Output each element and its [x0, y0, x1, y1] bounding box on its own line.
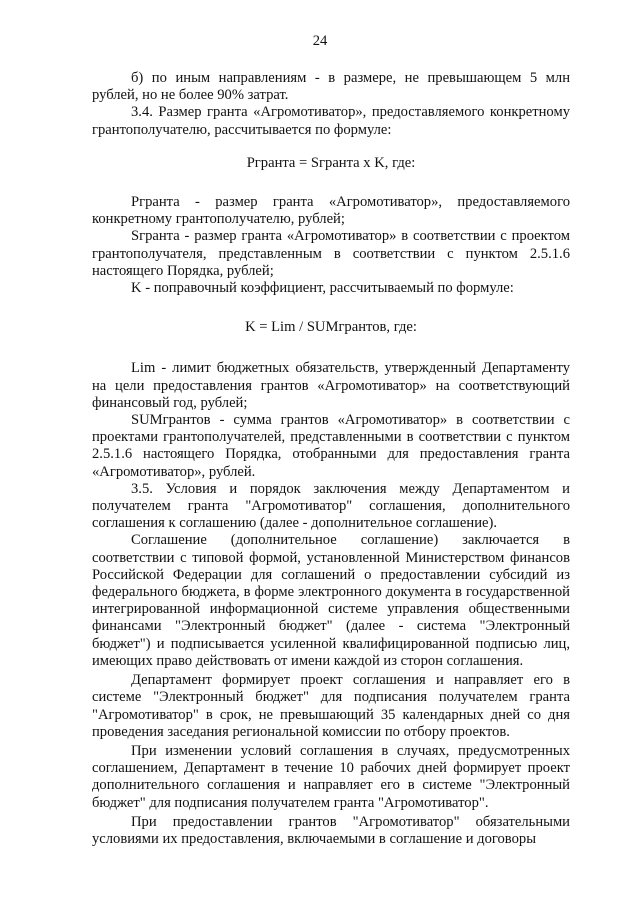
definition-sum: SUMгрантов - сумма грантов «Агромотиватор» в соответствии с проектами грантополучателей, представленными в соответствии с пунктом 2.5.1.6 настоящего Порядка, отобранными для предоставления гранта «Агромотиватор», рублей. [92, 412, 570, 480]
paragraph-3-4: 3.4. Размер гранта «Агромотиватор», предоставляемого конкретному грантополучателю, рассчитывается по формуле: [92, 104, 570, 138]
definition-s-grant: Sгранта - размер гранта «Агромотиватор» в соответствии с проектом грантополучателя, представленным в соответствии с пунктом 2.5.1.6 настоящего Порядка, рублей; [92, 228, 570, 279]
document-body [92, 70, 570, 848]
definition-p-grant: Pгранта - размер гранта «Агромотиватор», предоставляемого конкретному грантополучателю, рублей; [92, 194, 570, 228]
definition-k: K - поправочный коэффициент, рассчитываемый по формуле: [131, 280, 514, 297]
formula-grant-size: Pгранта = Sгранта x K, где: [246, 154, 416, 171]
paragraph-3-5: 3.5. Условия и порядок заключения между Департаментом и получателем гранта "Агромотиватор" соглашения, дополнительного соглашения к соглашению (далее - дополнительное соглашение). [92, 480, 570, 532]
paragraph-item-b: б) по иным направлениям - в размере, не превышающем 5 млн рублей, но не более 90% затрат. [92, 70, 570, 104]
formula-k: K = Lim / SUMгрантов, где: [245, 319, 417, 336]
paragraph-department: Департамент формирует проект соглашения и направляет его в системе "Электронный бюджет" для подписания получателем гранта "Агромотиватор" в срок, не превышающий 35 календарных дней со дня проведения заседания региональной комиссии по отбору проектов. [92, 672, 570, 740]
paragraph-changes: При изменении условий соглашения в случаях, предусмотренных соглашением, Департамент в течение 10 рабочих дней формирует проект дополнительного соглашения и направляет его в системе "Электронный бюджет" для подписания получателем гранта "Агромотиватор". [92, 742, 570, 811]
page-number: 24 [312, 33, 328, 49]
definition-lim: Lim - лимит бюджетных обязательств, утвержденный Департаменту на цели предоставления грантов «Агромотиватор» на соответствующий финансовый год, рублей; [92, 360, 570, 411]
paragraph-conditions: При предоставлении грантов "Агромотиватор" обязательными условиями их предоставления, включаемыми в соглашение и договоры [92, 813, 570, 847]
paragraph-agreement: Соглашение (дополнительное соглашение) заключается в соответствии с типовой формой, установленной Министерством финансов Российской Федерации для соглашений о предоставлении субсидий из федерального бюджета, в форме электронного документа в государственной интегрированной информационной системе управления общественными финансами "Электронный бюджет" (далее - система "Электронный бюджет") и подписывается усиленной квалифицированной подписью лиц, имеющих право действовать от имени каждой из сторон соглашения. [92, 532, 570, 669]
